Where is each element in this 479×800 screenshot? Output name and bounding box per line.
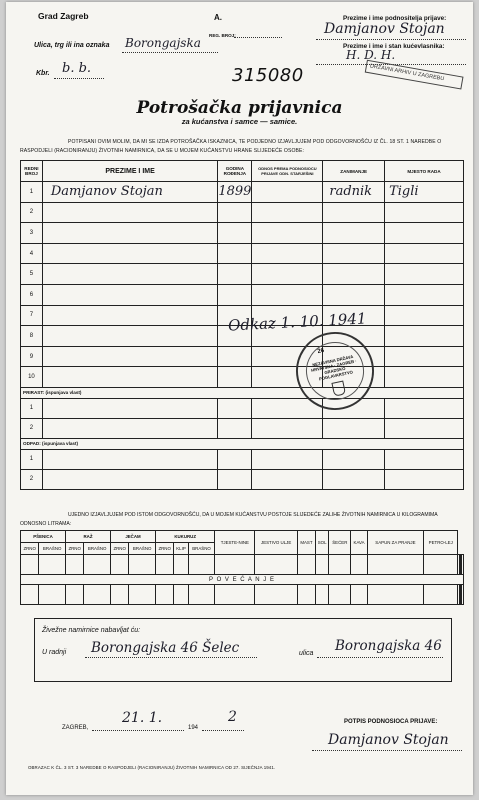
intro-text: POTPISANI OVIM MOLIM, DA MI SE IZDA POTROŠAČKA ISKAZNICA, TE PODJEDNO IZJAVLJUJEM POD ODGOVORNOŠĆU IZ ČL. 18 ST. 1 NAREDBE O RASPODJELI (RACIONIRANJU) ŽIVOTNIH NAMIRNICA, DA SE U MOJEM KUĆANSTVU HRANE SLIJEDEĆE OSOBE: — [20, 139, 442, 154]
prirast-cell — [42, 418, 218, 438]
supply-street-value: Borongajska 46 — [335, 638, 442, 654]
member-name — [42, 367, 218, 388]
prirast-row — [21, 398, 464, 418]
street-label-2: ulica — [299, 650, 314, 657]
round-stamp-number: 26 — [317, 347, 325, 356]
odpad-cell — [323, 469, 385, 489]
footer-note: OBRAZAC K ČL. 3 ST. 3 NAREDBE O RASPODJELI (RACIONIRANJU) ŽIVOTNIH NAMIRNICA OD 27. SIJEČNJA 1941. — [28, 765, 276, 770]
member-birth-year — [218, 284, 252, 305]
member-birth-year: 1899 — [218, 182, 252, 203]
archive-stamp-text: DRŽAVNI ARHIV U ZAGREBU — [365, 60, 464, 90]
member-name — [42, 243, 218, 264]
street-line — [122, 52, 218, 53]
stock-sub-cell: ZRNO — [66, 543, 84, 555]
archive-stamp — [362, 60, 463, 103]
city-label: Grad Zagreb — [38, 11, 89, 21]
member-birth-year — [218, 264, 252, 285]
member-workplace — [385, 264, 464, 285]
odpad-cell — [42, 449, 218, 469]
prirast-cell — [218, 398, 252, 418]
house-line — [54, 78, 104, 79]
member-number: 7 — [21, 305, 43, 326]
stock-sub-cell: ZRNO — [156, 543, 174, 555]
member-workplace — [385, 346, 464, 367]
odpad-cell — [385, 449, 464, 469]
members-body — [21, 182, 464, 490]
stock-group-kukuruz: KUKURUZ — [156, 531, 215, 543]
member-relation — [252, 202, 323, 223]
member-name — [42, 326, 218, 347]
odpad-label: ODPAD: (ispunjava vlast) — [21, 438, 464, 449]
member-row — [21, 182, 464, 203]
signature-label: POTPIS PODNOSIOCA PRIJAVE: — [344, 719, 438, 725]
odpad-row — [21, 469, 464, 489]
member-workplace — [385, 202, 464, 223]
col-header-number: REDNI BROJ — [21, 161, 43, 182]
member-row — [21, 202, 464, 223]
stock-sub-cell: BRAŠNO — [39, 543, 66, 555]
member-birth-year — [218, 346, 252, 367]
prirast-cell — [385, 398, 464, 418]
section-letter: A. — [214, 13, 222, 22]
signature-line — [312, 750, 462, 751]
odpad-cell — [42, 469, 218, 489]
applicant-name-value: Damjanov Stojan — [324, 21, 445, 37]
applicant-line — [316, 39, 466, 40]
supply-label: Živežne namirnice nabavljat ću: — [42, 627, 141, 634]
stock-group-mast: MAST — [297, 531, 315, 555]
odpad-row — [21, 449, 464, 469]
form-number: 315080 — [232, 65, 304, 86]
odpad-cell — [218, 449, 252, 469]
member-relation — [252, 284, 323, 305]
col-header-name: PREZIME I IME — [42, 161, 218, 182]
member-birth-year — [218, 223, 252, 244]
date-line — [92, 730, 184, 731]
member-name — [42, 264, 218, 285]
street-label: Ulica, trg ili ina oznaka — [34, 42, 110, 49]
member-row — [21, 367, 464, 388]
odpad-row-number: 2 — [21, 469, 43, 489]
place-label: ZAGREB, — [62, 725, 89, 731]
member-relation — [252, 243, 323, 264]
prirast-cell — [323, 418, 385, 438]
member-name — [42, 346, 218, 367]
member-row — [21, 243, 464, 264]
member-relation — [252, 182, 323, 203]
stock-sub-cell: BRAŠNO — [129, 543, 156, 555]
member-occupation — [323, 284, 385, 305]
member-row — [21, 264, 464, 285]
member-name — [42, 305, 218, 326]
shop-label: U radnji — [42, 649, 67, 656]
member-name — [42, 284, 218, 305]
supply-street-line — [317, 657, 443, 658]
stock-sub-cell: BRAŠNO — [188, 543, 215, 555]
prirast-cell — [218, 418, 252, 438]
member-workplace — [385, 223, 464, 244]
stock-increase-row — [21, 585, 464, 605]
member-birth-year — [218, 367, 252, 388]
member-workplace — [385, 284, 464, 305]
stock-group-kava: KAVA — [351, 531, 367, 555]
odpad-label-row — [21, 438, 464, 449]
year-line — [202, 730, 244, 731]
col-header-relation: ODNOS PREMA PODNOSIOCU PRIJAVE ODN. STARJEŠINI — [252, 161, 323, 182]
member-number: 4 — [21, 243, 43, 264]
member-occupation — [323, 223, 385, 244]
stock-group-ulje: JESTIVO ULJE — [255, 531, 298, 555]
stock-group-tjestenine: TJESTE-NINE — [215, 531, 255, 555]
stock-intro-text: UJEDNO IZJAVLJUJEM POD ISTOM ODGOVORNOŠĆU, DA U MOJEM KUĆANSTVU POSTOJE SLIJEDEĆE ZALIHE ŽIVOTNIH NAMIRNICA U KILOGRAMIMA ODNOSNO LITRAMA: — [20, 512, 438, 527]
page-title: Potrošačka prijavnica — [136, 98, 343, 118]
title-block — [6, 98, 473, 126]
member-number: 3 — [21, 223, 43, 244]
form-page — [6, 2, 473, 795]
member-row — [21, 346, 464, 367]
member-occupation — [323, 243, 385, 264]
house-label: Kbr. — [36, 70, 50, 77]
member-name: Damjanov Stojan — [42, 182, 218, 203]
member-workplace — [385, 305, 464, 326]
stock-group-sapun: SAPUN ZA PRANJE — [367, 531, 423, 555]
round-stamp-text: NEZAVISNA DRŽAVA HRVATSKA · ZAGREB · GRADSKO POGLAVARSTVO — [310, 353, 358, 382]
member-number: 9 — [21, 346, 43, 367]
date-value: 21. 1. — [122, 710, 163, 726]
year-value: 2 — [228, 709, 237, 725]
street-value: Borongajska — [125, 36, 201, 50]
odpad-cell — [385, 469, 464, 489]
stock-group-raz: RAŽ — [66, 531, 111, 543]
member-number: 8 — [21, 326, 43, 347]
member-workplace — [385, 243, 464, 264]
member-occupation — [323, 202, 385, 223]
povecanje-label: P O V E Ć A N J E — [21, 575, 464, 585]
odpad-cell — [323, 449, 385, 469]
col-header-occupation: ZANIMANJE — [323, 161, 385, 182]
shop-line — [85, 657, 257, 658]
landlord-value: H. D. H. — [346, 48, 396, 62]
prirast-cell — [385, 418, 464, 438]
member-number: 2 — [21, 202, 43, 223]
povecanje-row — [21, 575, 464, 585]
prirast-row — [21, 418, 464, 438]
prirast-cell — [42, 398, 218, 418]
stock-group-sol: SOL — [315, 531, 328, 555]
year-label: 194 — [188, 725, 199, 731]
member-occupation — [323, 264, 385, 285]
col-header-workplace: MJESTO RADA — [385, 161, 464, 182]
stock-group-petrolej: PETRO-LEJ — [424, 531, 458, 555]
odpad-row-number: 1 — [21, 449, 43, 469]
prirast-row-number: 2 — [21, 418, 43, 438]
signature-value: Damjanov Stojan — [328, 732, 449, 748]
member-workplace — [385, 326, 464, 347]
stock-sub-cell: BRAŠNO — [84, 543, 111, 555]
reg-label: REG. BROJ: — [209, 33, 236, 38]
member-workplace: Tigli — [385, 182, 464, 203]
page-subtitle: za kućanstva i samce — samice. — [181, 117, 298, 126]
member-birth-year — [218, 243, 252, 264]
odpad-cell — [252, 449, 323, 469]
member-number: 10 — [21, 367, 43, 388]
member-birth-year — [218, 202, 252, 223]
member-workplace — [385, 367, 464, 388]
member-row — [21, 284, 464, 305]
stock-table — [20, 530, 464, 605]
prirast-label-row — [21, 387, 464, 398]
landlord-label: Prezime i ime i stan kućevlasnika: — [343, 43, 445, 50]
supply-box — [34, 618, 452, 682]
prirast-cell — [252, 418, 323, 438]
members-header-row — [21, 161, 464, 182]
odpad-cell — [252, 469, 323, 489]
stock-group-psenica: PŠENICA — [21, 531, 66, 543]
stock-group-row — [21, 531, 464, 543]
stock-sub-cell: ZRNO — [111, 543, 129, 555]
stock-values-row — [21, 555, 464, 575]
member-row — [21, 223, 464, 244]
reg-line — [234, 37, 282, 38]
odpad-cell — [218, 469, 252, 489]
prirast-label: PRIRAST: (ispunjava vlast) — [21, 387, 464, 398]
member-occupation: radnik — [323, 182, 385, 203]
member-relation — [252, 223, 323, 244]
stock-group-jecam: JEČAM — [111, 531, 156, 543]
member-number: 5 — [21, 264, 43, 285]
house-value: b. b. — [62, 61, 92, 76]
handwritten-note: Odkaz 1. 10. 1941 — [227, 309, 367, 335]
prirast-row-number: 1 — [21, 398, 43, 418]
stock-group-secer: ŠEĆER — [329, 531, 351, 555]
member-relation — [252, 264, 323, 285]
member-number: 1 — [21, 182, 43, 203]
col-header-year: GODINA ROĐENJA — [218, 161, 252, 182]
stock-sub-cell: ZRNO — [21, 543, 39, 555]
stock-sub-cell: KLIP — [174, 543, 188, 555]
member-number: 6 — [21, 284, 43, 305]
shop-value: Borongajska 46 Šelec — [91, 640, 240, 656]
member-name — [42, 223, 218, 244]
member-name — [42, 202, 218, 223]
applicant-name-label: Prezime i ime podnositelja prijave: — [343, 15, 447, 22]
